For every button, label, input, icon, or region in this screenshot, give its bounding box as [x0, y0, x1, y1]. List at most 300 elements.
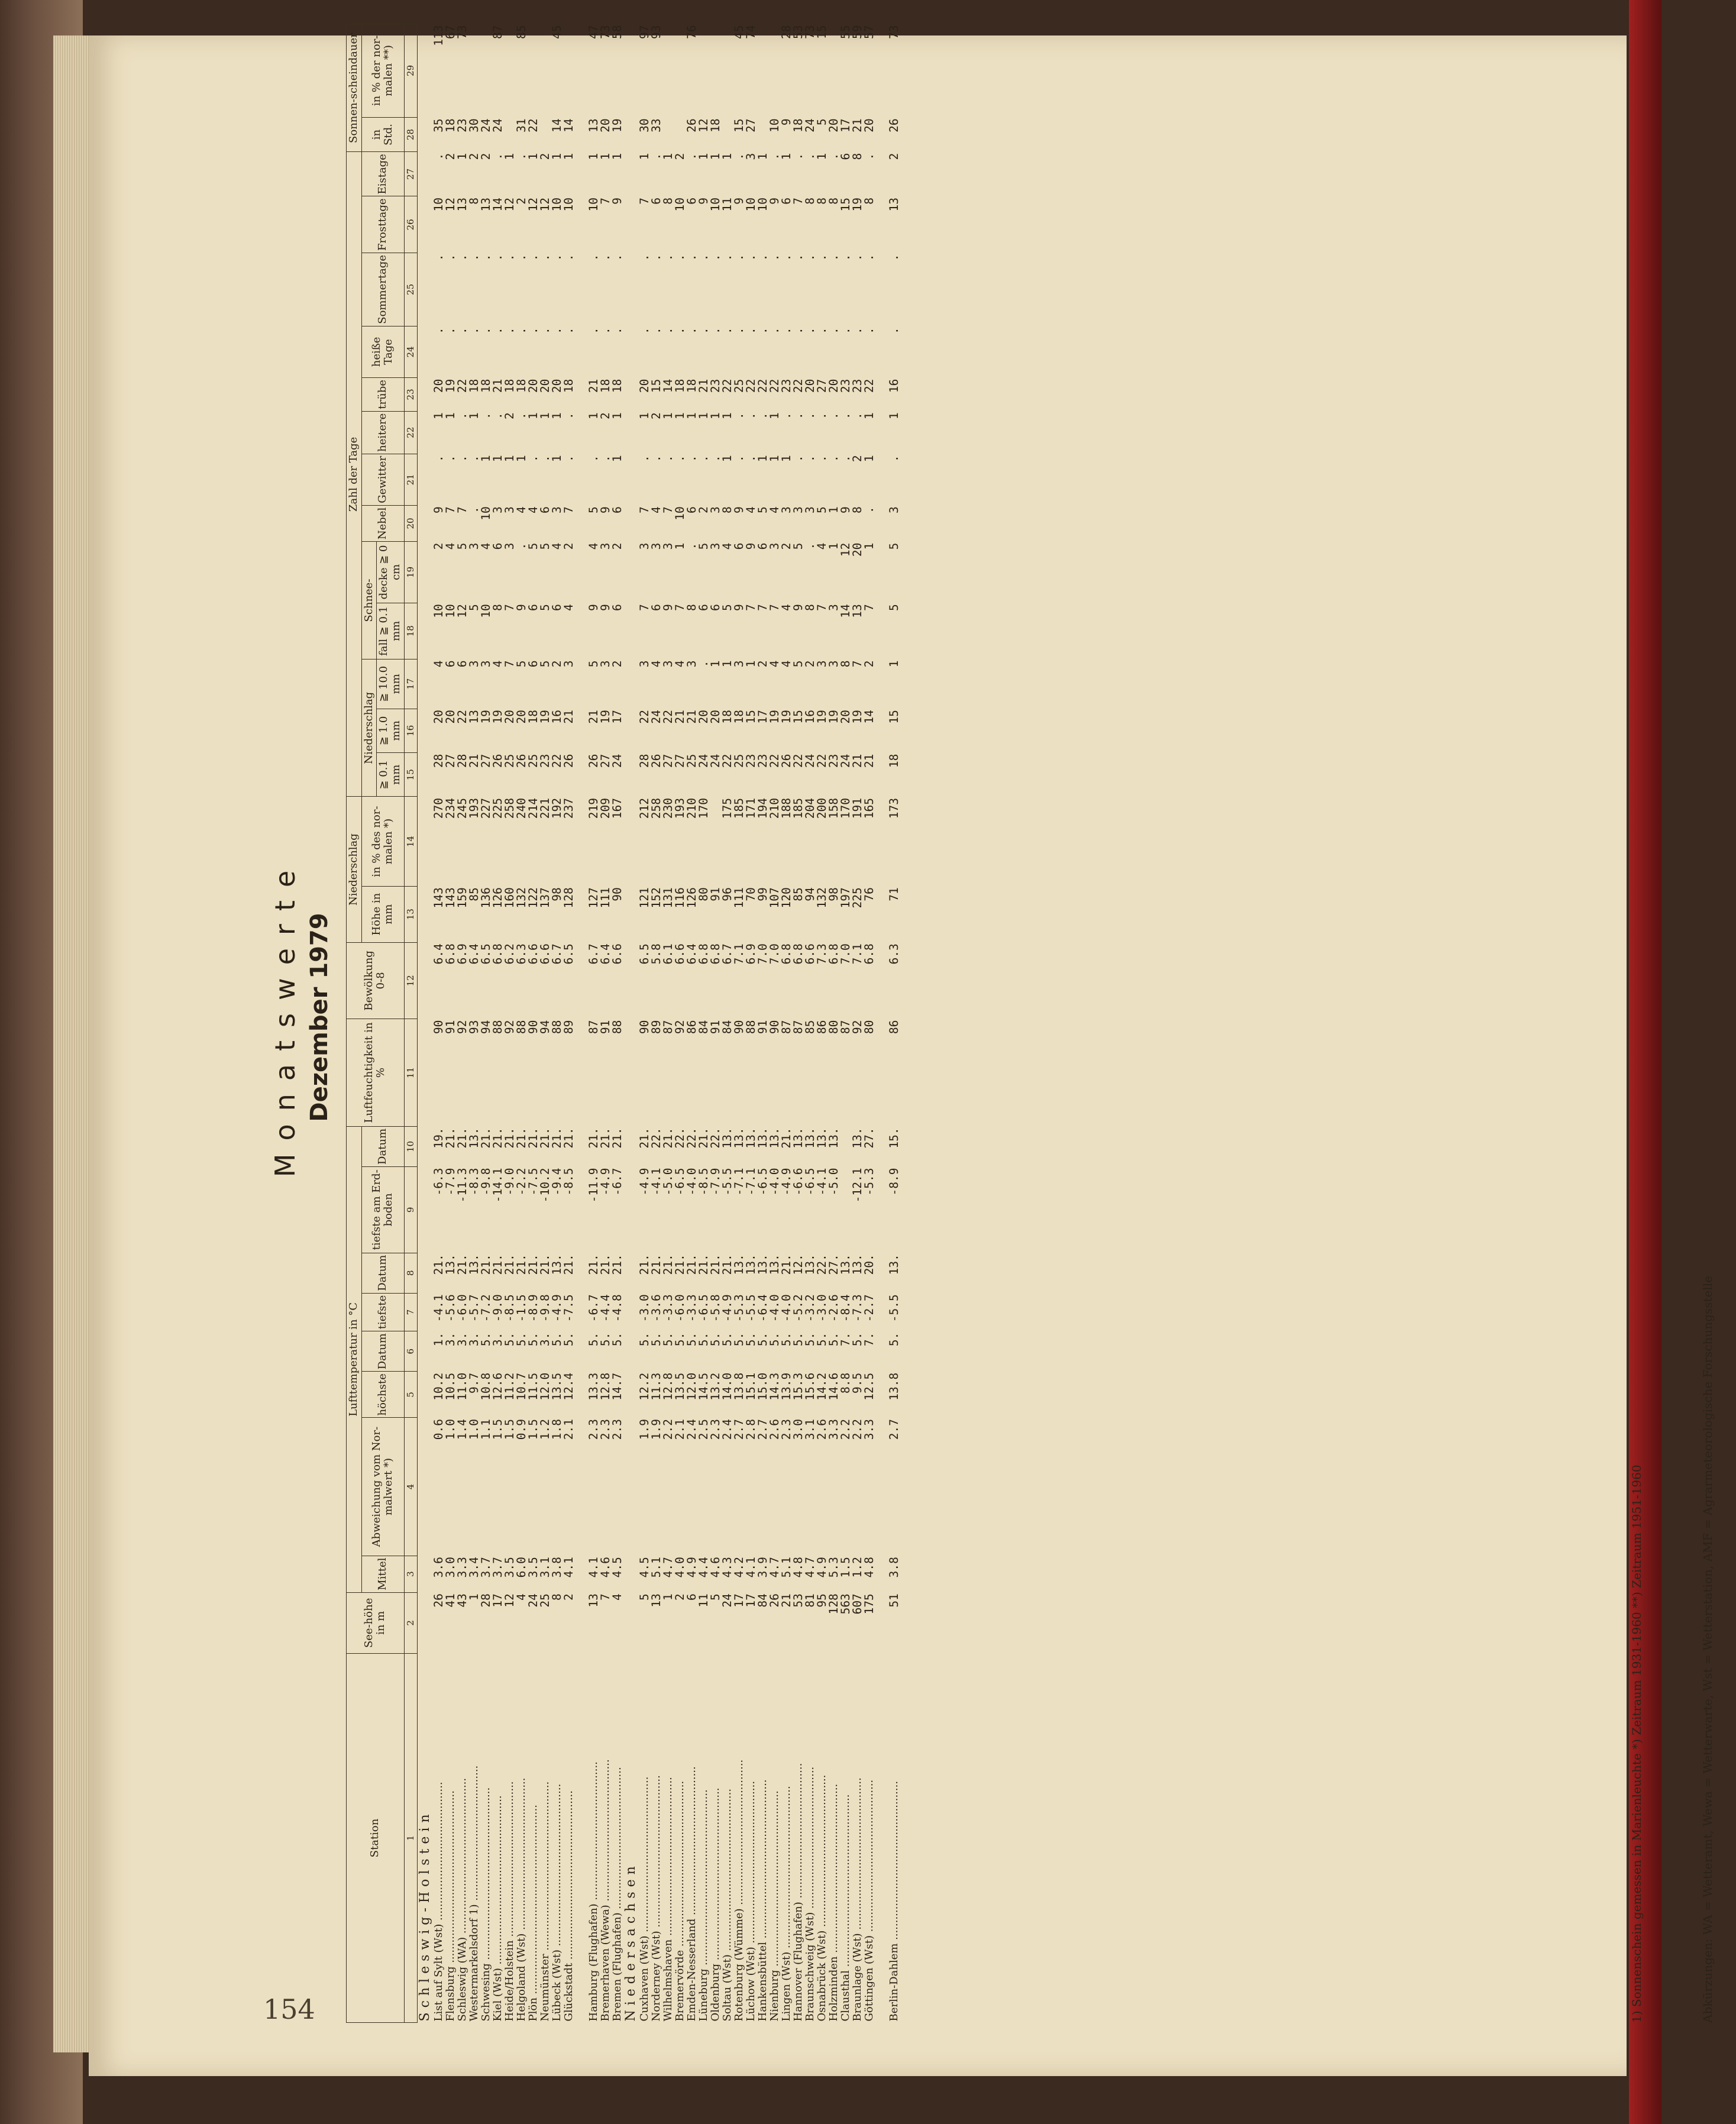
table-cell: 10 [587, 197, 600, 212]
table-cell: -4.0 [685, 1168, 699, 1196]
table-cell: 6.3 [887, 943, 901, 965]
table-cell: 27 [444, 754, 457, 768]
table-cell: 3.7 [479, 1557, 493, 1578]
table-cell: . [827, 327, 840, 334]
table-cell: 13 [587, 118, 600, 132]
table-cell: -5.0 [827, 1168, 840, 1196]
table-cell: 23 [780, 379, 793, 393]
table-cell: 15 [744, 710, 758, 724]
table-cell: 4.7 [768, 1557, 781, 1578]
table-cell: 21. [538, 1127, 552, 1149]
table-cell: 3 [780, 506, 793, 514]
table-cell: 21 [673, 710, 687, 724]
table-cell: 8 [661, 197, 675, 205]
table-cell: -7.5 [526, 1168, 540, 1196]
table-cell: 20 [444, 710, 457, 724]
column-numbers-row [404, 24, 417, 2023]
table-row [686, 24, 698, 2023]
table-cell: 6 [649, 197, 663, 205]
table-cell: -5.5 [744, 1294, 758, 1323]
table-cell: 237 [562, 797, 576, 819]
table-cell: 15 [815, 25, 829, 39]
table-cell: 6.4 [467, 943, 481, 965]
table-cell: 4 [562, 604, 576, 611]
table-cell: 90 [432, 1020, 445, 1034]
table-cell [674, 117, 686, 151]
table-cell: 6 [526, 660, 540, 668]
table-cell: 2.8 [744, 1418, 758, 1440]
table-cell: . [851, 254, 864, 261]
table-cell: 21. [599, 1254, 612, 1275]
table-cell: 22. [685, 1127, 699, 1149]
table-cell: 1 [780, 455, 793, 463]
table-cell: 5. [756, 1332, 770, 1347]
table-cell: 5. [697, 1332, 710, 1347]
table-cell: 1.5 [526, 1418, 540, 1440]
table-cell: 10 [562, 197, 576, 212]
header-hoehe-mm: Höhe in mm [361, 886, 404, 942]
table-cell: 22 [768, 754, 781, 768]
table-cell: 21 [562, 710, 576, 724]
table-cell: 20 [709, 710, 722, 724]
table-cell: 1 [610, 412, 624, 419]
station-name: Schwesing ................................................... [480, 1787, 492, 2022]
table-cell: 21. [673, 1254, 687, 1275]
table-cell: -4.9 [550, 1294, 564, 1323]
table-cell: 18 [515, 379, 528, 393]
table-cell: 9.7 [467, 1372, 481, 1394]
table-cell: 12. [791, 1254, 805, 1275]
table-cell: 175 [862, 1593, 876, 1615]
table-cell: 21. [661, 1127, 675, 1149]
table-cell: -8.9 [887, 1168, 901, 1196]
table-cell: 200 [815, 797, 829, 819]
table-cell: 30 [467, 118, 481, 132]
table-cell [468, 24, 480, 118]
table-cell: 19 [768, 710, 781, 724]
table-cell: 19 [538, 710, 552, 724]
table-cell: 21. [562, 1127, 576, 1149]
table-cell: . [479, 254, 493, 261]
station-name: Holzminden .................................................. [827, 1783, 840, 2022]
table-cell: 9 [768, 197, 781, 205]
table-cell: 20. [862, 1254, 876, 1275]
table-cell: 24 [803, 754, 817, 768]
table-cell: . [599, 327, 612, 334]
table-cell: 9 [839, 506, 852, 514]
table-cell: 10 [768, 118, 781, 132]
table-cell: 13. [756, 1254, 770, 1275]
table-cell: 1 [756, 153, 770, 160]
table-cell [539, 117, 551, 151]
weather-table-body [418, 24, 901, 2023]
table-cell: 1.9 [638, 1418, 651, 1440]
table-cell: 17 [744, 1593, 758, 1608]
table-cell: 3.4 [467, 1557, 481, 1578]
table-row [710, 24, 722, 2023]
table-cell: -3.0 [638, 1294, 651, 1323]
table-cell: 15 [791, 710, 805, 724]
table-cell: 7 [599, 1593, 612, 1601]
spacer [875, 24, 888, 2023]
weather-table-container [346, 24, 900, 2023]
table-cell: 1 [503, 455, 516, 463]
header-nieder-1: ≧ 1.0 mm [377, 709, 404, 752]
table-cell: 2.6 [768, 1418, 781, 1440]
table-cell: . [697, 660, 710, 668]
table-cell: 9 [661, 604, 675, 611]
table-cell [662, 117, 674, 151]
table-cell: 21. [503, 1254, 516, 1275]
table-cell: 16 [887, 379, 901, 393]
table-cell: 209 [599, 797, 612, 819]
table-cell: 6 [526, 604, 540, 611]
table-cell: 4.0 [673, 1557, 687, 1578]
table-cell: 67 [444, 25, 457, 39]
table-cell: 21. [599, 1127, 612, 1149]
station-name: Flensburg ................................................... [444, 1790, 457, 2022]
column-number: 17 [404, 659, 417, 709]
table-cell: 21 [851, 118, 864, 132]
table-cell: 86 [815, 1020, 829, 1034]
table-cell: . [862, 254, 876, 261]
table-cell: 21. [455, 1127, 469, 1149]
table-cell: 1 [673, 542, 687, 550]
table-cell: 3.5 [503, 1557, 516, 1578]
group-name: Schleswig-Holstein [418, 1809, 432, 2022]
station-name: Berlin-Dahlem ............................................... [888, 1780, 900, 2022]
table-cell: -4.1 [649, 1168, 663, 1196]
table-cell: 5 [887, 542, 901, 550]
table-cell: -6.5 [803, 1168, 817, 1196]
table-cell: 4 [768, 506, 781, 514]
table-cell: 20 [515, 710, 528, 724]
table-cell: 1.0 [444, 1418, 457, 1440]
table-cell: 143 [432, 887, 445, 909]
table-cell: 15 [887, 710, 901, 724]
station-name: Braunschweig (Wst) .......................................... [804, 1766, 816, 2022]
table-cell: . [526, 455, 540, 463]
table-cell [528, 24, 539, 118]
table-cell: 21. [515, 1254, 528, 1275]
table-cell: . [887, 254, 901, 261]
table-cell: 3 [709, 506, 722, 514]
table-cell: 8 [491, 604, 505, 611]
table-cell: 3 [599, 660, 612, 668]
table-cell: 3.0 [791, 1418, 805, 1440]
column-number: 12 [404, 942, 417, 1019]
table-cell [757, 24, 769, 118]
table-cell: 3 [479, 660, 493, 668]
table-cell: 22. [709, 1127, 722, 1149]
table-cell: 23 [851, 379, 864, 393]
table-cell: 24 [649, 710, 663, 724]
table-cell: 6.6 [673, 943, 687, 965]
table-cell: 7 [503, 604, 516, 611]
station-name: Glückstadt .................................................. [562, 1790, 575, 2022]
table-cell: 12 [455, 604, 469, 618]
table-cell: 7 [503, 660, 516, 668]
table-cell: 93 [649, 25, 663, 39]
table-cell: 2.3 [780, 1418, 793, 1440]
table-cell: 2 [756, 660, 770, 668]
table-cell: 8 [851, 506, 864, 514]
table-cell: 10 [432, 197, 445, 212]
table-cell: 18 [444, 118, 457, 132]
table-cell: 6.7 [587, 943, 600, 965]
table-cell: 22 [815, 754, 829, 768]
table-cell: 6 [780, 197, 793, 205]
table-cell: 116 [673, 887, 687, 909]
table-cell: 70 [744, 887, 758, 901]
table-cell: 9 [697, 197, 710, 205]
table-cell: 6.6 [803, 943, 817, 965]
table-cell: 23 [839, 379, 852, 393]
table-cell: 18 [720, 710, 734, 724]
table-cell: 13. [768, 1127, 781, 1149]
table-cell: 8 [685, 604, 699, 611]
table-cell: 5 [720, 604, 734, 611]
table-cell: 113 [432, 25, 445, 46]
table-row [551, 24, 563, 2023]
table-cell: 41 [444, 1593, 457, 1608]
table-cell: 55 [839, 25, 852, 39]
column-number: 14 [404, 797, 417, 886]
table-cell: 88 [491, 1020, 505, 1034]
table-cell: 6.8 [491, 943, 505, 965]
table-cell: 1 [709, 412, 722, 419]
table-cell: 14.6 [827, 1372, 840, 1401]
table-cell: -2.7 [862, 1294, 876, 1323]
table-cell: 3.3 [862, 1418, 876, 1440]
table-cell: . [827, 412, 840, 419]
table-cell: 10.7 [515, 1372, 528, 1401]
table-cell: 1 [685, 412, 699, 419]
table-cell: -4.1 [815, 1168, 829, 1196]
header-zahl-der-tage: Zahl der Tage [347, 152, 362, 797]
table-cell: -11.3 [455, 1168, 469, 1203]
table-cell: 9 [432, 506, 445, 514]
table-cell [504, 117, 516, 151]
table-row [563, 24, 575, 2023]
station-name: Plön ........................................................ [527, 1805, 539, 2022]
table-cell: 22 [550, 754, 564, 768]
table-cell: 13. [839, 1254, 852, 1275]
table-cell: 4 [815, 542, 829, 550]
table-row [539, 24, 551, 2023]
column-number: 8 [404, 1253, 417, 1293]
table-cell: . [455, 327, 469, 334]
header-luftfeuchtigkeit: Luftfeuchtigkeit in % [347, 1019, 405, 1127]
table-cell: 1.2 [851, 1557, 864, 1578]
table-cell: 170 [839, 797, 852, 819]
table-cell: 20 [599, 118, 612, 132]
table-cell: . [827, 254, 840, 261]
table-cell: 6 [685, 1593, 699, 1601]
table-cell: 2.2 [661, 1418, 675, 1440]
table-cell: 3 [467, 660, 481, 668]
table-cell: 87 [839, 1020, 852, 1034]
table-cell: 4.7 [661, 1557, 675, 1578]
table-cell: 21. [610, 1254, 624, 1275]
table-cell: 173 [887, 797, 901, 819]
table-cell: 11 [697, 1593, 710, 1608]
table-cell: 27. [827, 1254, 840, 1275]
station-name: Neumünster .................................................. [539, 1781, 551, 2022]
table-cell: 4.1 [587, 1557, 600, 1578]
table-cell: 86 [887, 1020, 901, 1034]
table-cell: 6 [444, 660, 457, 668]
table-cell: 1.5 [503, 1418, 516, 1440]
header-datum-tiefste: Datum [361, 1253, 404, 1293]
station-name: Lingen (Wst) ................................................ [780, 1786, 793, 2022]
table-cell: 17 [839, 118, 852, 132]
table-cell: . [515, 327, 528, 334]
table-cell: 3 [661, 660, 675, 668]
table-cell: 21. [515, 1127, 528, 1149]
table-cell: 6 [491, 542, 505, 550]
table-cell: 10 [756, 197, 770, 212]
table-cell: 12.6 [491, 1372, 505, 1401]
table-cell: 127 [587, 887, 600, 909]
table-cell: 5 [467, 604, 481, 611]
table-cell: 9 [791, 604, 805, 611]
table-cell: . [562, 412, 576, 419]
table-cell: 13.2 [709, 1372, 722, 1401]
table-cell: 175 [720, 797, 734, 819]
table-cell: 94 [803, 887, 817, 901]
header-eistage: Eistage [361, 152, 404, 196]
table-row [600, 24, 612, 2023]
table-cell: 5 [756, 506, 770, 514]
table-cell: 8 [467, 197, 481, 205]
table-cell: 3 [599, 542, 612, 550]
table-cell: -5.0 [661, 1168, 675, 1196]
table-cell: . [803, 254, 817, 261]
table-cell: 2.5 [697, 1418, 710, 1440]
table-cell: -4.9 [780, 1168, 793, 1196]
table-cell: . [697, 327, 710, 334]
table-cell: 13 [887, 197, 901, 212]
table-cell: 2 [503, 412, 516, 419]
table-cell: 13 [649, 1593, 663, 1608]
table-cell: 1.4 [455, 1418, 469, 1440]
table-cell: . [491, 254, 505, 261]
table-cell: 160 [503, 887, 516, 909]
table-cell: 1 [720, 455, 734, 463]
table-cell: . [851, 412, 864, 419]
table-cell: 1 [780, 153, 793, 160]
table-cell: 2.3 [599, 1418, 612, 1440]
table-cell: 20 [526, 379, 540, 393]
table-cell: 5 [815, 506, 829, 514]
table-cell: 93 [467, 1020, 481, 1034]
table-cell: . [562, 327, 576, 334]
table-cell: 2 [610, 660, 624, 668]
table-cell: 21. [685, 1254, 699, 1275]
table-cell: 4.4 [697, 1557, 710, 1578]
table-cell: 18 [562, 379, 576, 393]
table-cell: -3.0 [815, 1294, 829, 1323]
table-cell: 6.5 [562, 943, 576, 965]
table-cell: 128 [827, 1593, 840, 1615]
table-cell: 2.7 [732, 1418, 746, 1440]
table-cell: 4.6 [709, 1557, 722, 1578]
table-row [816, 24, 828, 2023]
table-cell: -4.0 [768, 1294, 781, 1323]
spacer [575, 24, 588, 2023]
table-cell: 10 [709, 197, 722, 212]
table-cell: 7 [455, 506, 469, 514]
page-title: Monatswerte [269, 857, 301, 1178]
table-cell: 21. [720, 1254, 734, 1275]
table-cell: 2 [599, 412, 612, 419]
table-cell: . [744, 455, 758, 463]
table-cell: 4 [780, 604, 793, 611]
table-cell: . [791, 254, 805, 261]
table-cell: . [685, 455, 699, 463]
table-cell: 20 [827, 118, 840, 132]
table-cell: 7 [673, 604, 687, 611]
table-cell: 5. [887, 1332, 901, 1347]
table-cell: 6.8 [697, 943, 710, 965]
header-datum-erdboden: Datum [361, 1126, 404, 1166]
table-cell: 24 [479, 118, 493, 132]
header-gewitter: Gewitter [361, 454, 404, 505]
station-name: Heide/Holstein .............................................. [503, 1781, 516, 2022]
table-cell: 167 [610, 797, 624, 819]
station-name: Westermarkelsdorf 1) ........................................ [468, 1765, 480, 2022]
table-cell: 2 [538, 153, 552, 160]
station-name: Lüneburg .................................................... [697, 1789, 710, 2022]
table-cell: 5.1 [649, 1557, 663, 1578]
table-cell [563, 24, 575, 118]
table-cell: 26 [515, 754, 528, 768]
table-cell: 90 [732, 1020, 746, 1034]
table-cell: 87 [587, 1020, 600, 1034]
table-cell: . [479, 327, 493, 334]
table-cell: 4 [432, 660, 445, 668]
spacer-row [575, 24, 588, 2023]
table-cell: 92 [851, 1020, 864, 1034]
table-cell: 5 [455, 542, 469, 550]
table-cell: -10.2 [538, 1168, 552, 1203]
table-cell: 86 [685, 1020, 699, 1034]
table-cell: 22 [638, 710, 651, 724]
table-row [769, 24, 781, 2023]
station-name: Osnabrück (Wst) ............................................. [816, 1774, 828, 2022]
table-cell: 58 [610, 25, 624, 39]
table-cell: 2 [697, 506, 710, 514]
table-cell: . [685, 542, 699, 550]
table-cell: 21. [610, 1127, 624, 1149]
table-cell: . [839, 412, 852, 419]
table-cell: 19 [599, 710, 612, 724]
table-cell: 165 [862, 797, 876, 819]
table-cell: 19 [851, 710, 864, 724]
table-cell: 219 [587, 797, 600, 819]
table-cell: 3.7 [491, 1557, 505, 1578]
station-name: Hannover (Flughafen) ........................................ [792, 1763, 804, 2022]
table-cell: . [768, 327, 781, 334]
table-cell: 5 [538, 660, 552, 668]
station-name: List auf Sylt (Wst) ......................................... [432, 1782, 445, 2022]
table-cell: . [673, 254, 687, 261]
table-cell: 24 [697, 754, 710, 768]
table-cell: 90 [768, 1020, 781, 1034]
table-cell [840, 1126, 852, 1166]
table-row [804, 24, 816, 2023]
